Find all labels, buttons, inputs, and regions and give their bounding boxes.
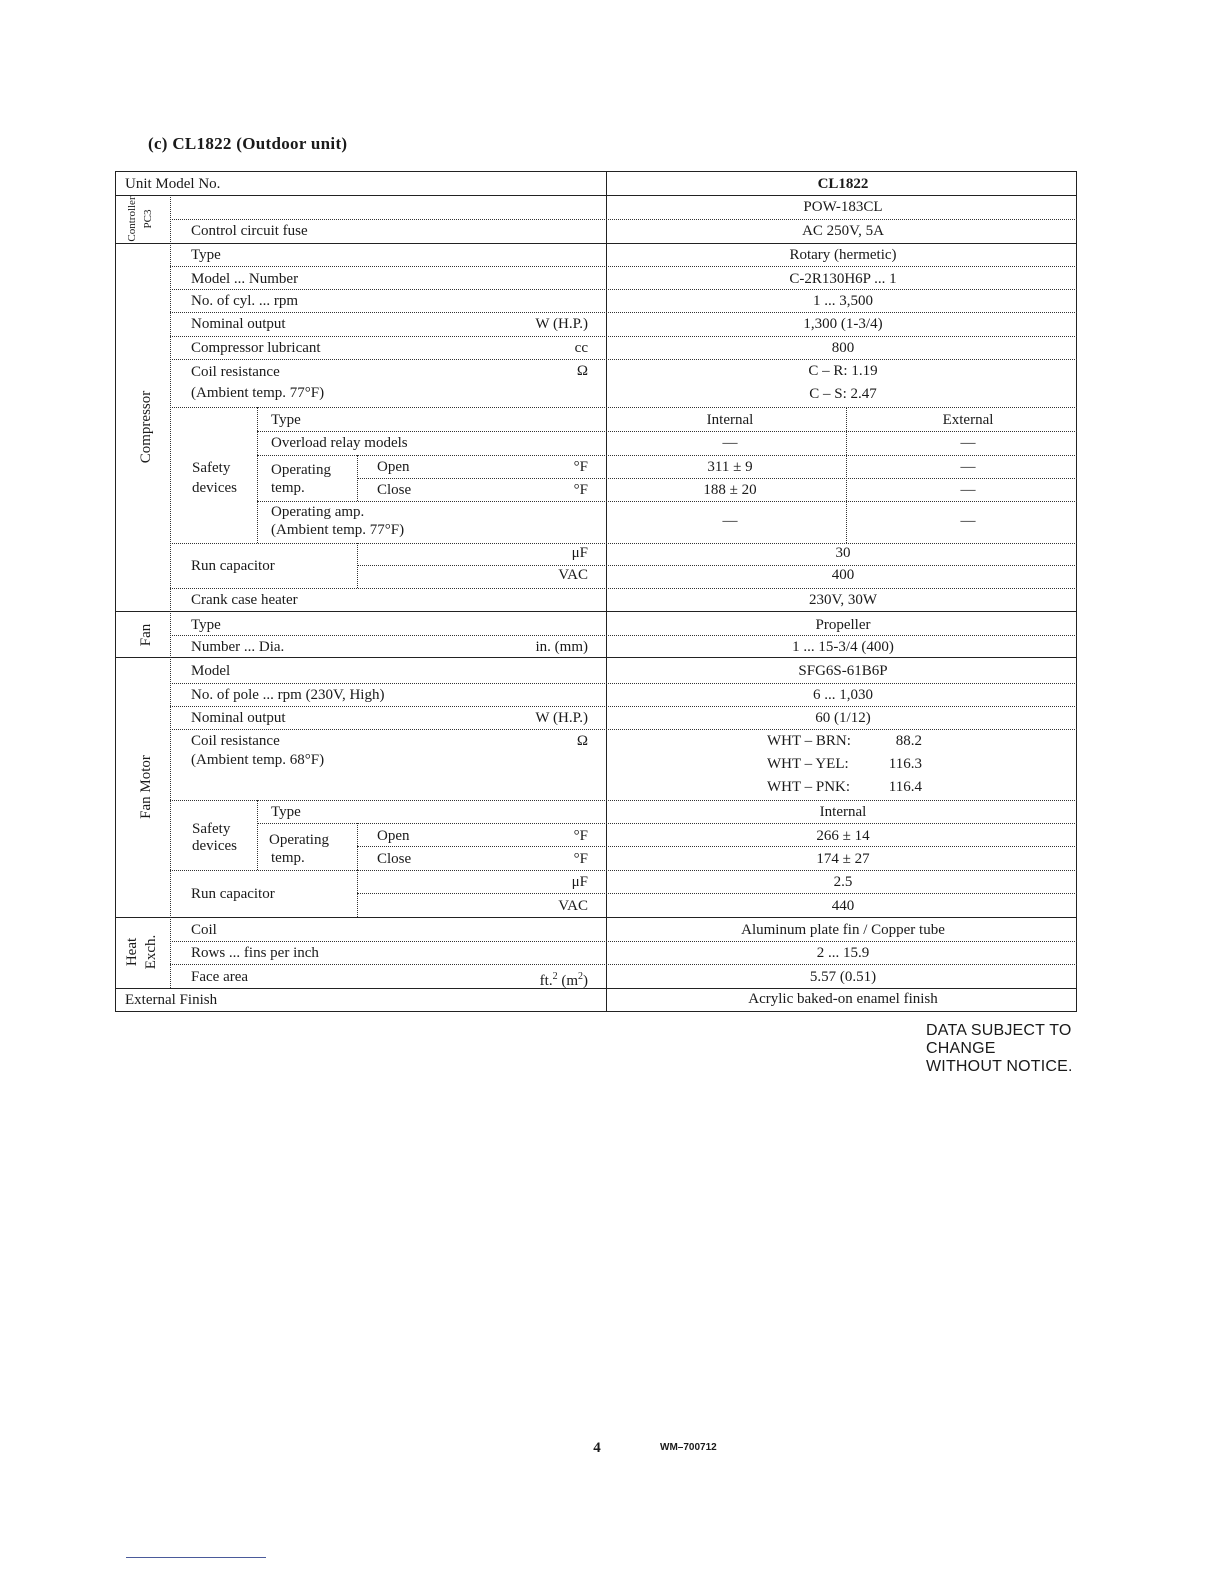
heat-exch-area-label: Face area [191,969,249,985]
group-controller-line1: Controller [126,196,138,242]
compressor-runcap-value-uf: 30 [835,545,851,561]
heat-exch-rows-value: 2 ... 15.9 [816,945,870,961]
footer-rule [126,1557,266,1558]
compressor-lube-value: 800 [831,340,855,356]
fan-number-value: 1 ... 15-3/4 (400) [792,639,894,655]
crank-heater-label: Crank case heater [191,592,298,608]
compressor-runcap-unit-vac: VAC [558,567,588,583]
fan-motor-optemp-label: Operating [269,832,329,848]
compressor-cyl-value: 1 ... 3,500 [813,293,873,309]
crank-heater-value: 230V, 30W [808,592,878,608]
fan-motor-model-value: SFG6S-61B6P [798,663,888,679]
page-number: 4 [593,1440,601,1456]
header-model: CL1822 [817,176,869,192]
notice-text: DATA SUBJECT TO CHANGE WITHOUT NOTICE. [926,1022,1073,1075]
fan-motor-open-unit: °F [573,828,588,844]
compressor-opamp-sub: (Ambient temp. 77°F) [271,522,405,538]
control-fuse-value: AC 250V, 5A [802,223,884,239]
compressor-coil-value-cr: C – R: 1.19 [808,363,878,379]
group-heat-exch-line1: Heat [124,937,140,967]
fan-motor-runcap-unit-vac: VAC [558,898,588,914]
fan-motor-coil-value: 116.4 [888,779,922,795]
compressor-lube-label: Compressor lubricant [191,340,321,356]
compressor-type-label: Type [191,247,221,263]
compressor-model-label: Model ... Number [191,271,299,287]
fan-motor-open-value: 266 ± 14 [816,828,870,844]
compressor-type-value: Rotary (hermetic) [789,247,897,263]
fan-motor-devices-label: devices [192,838,237,854]
compressor-safety-label: Safety [192,460,231,476]
fan-motor-coil-sub: (Ambient temp. 68°F) [191,752,325,768]
fan-motor-coil-label: Coil resistance [191,733,280,749]
fan-motor-model-label: Model [191,663,231,679]
compressor-optemp-label: Operating [271,462,331,478]
group-controller-line2: PC3 [142,209,154,229]
compressor-safety-type-label: Type [271,412,301,428]
compressor-cyl-label: No. of cyl. ... rpm [191,293,299,309]
compressor-runcap-label: Run capacitor [191,558,275,574]
compressor-opamp-ext: — [960,513,976,529]
fan-motor-coil-value: 88.2 [895,733,922,749]
compressor-coil-unit: Ω [576,363,588,379]
fan-motor-runcap-value-vac: 440 [831,898,855,914]
fan-motor-runcap-label: Run capacitor [191,886,275,902]
control-fuse-label: Control circuit fuse [191,223,308,239]
fan-motor-output-value: 60 (1/12) [815,710,871,726]
compressor-close-int: 188 ± 20 [703,482,757,498]
fan-motor-output-label: Nominal output [191,710,286,726]
fan-type-value: Propeller [815,617,871,633]
compressor-coil-value-cs: C – S: 2.47 [809,386,877,402]
fan-motor-coil-value: 116.3 [888,756,922,772]
compressor-open-ext: — [960,459,976,475]
compressor-coil-label: Coil resistance [191,364,280,380]
compressor-opamp-int: — [722,513,738,529]
compressor-lube-unit: cc [574,340,588,356]
compressor-close-ext: — [960,482,976,498]
document-id: WM–700712 [660,1442,717,1453]
fan-motor-optemp-label2: temp. [271,850,305,866]
fan-number-unit: in. (mm) [535,639,588,655]
fan-motor-close-unit: °F [573,851,588,867]
fan-motor-output-unit: W (H.P.) [535,710,588,726]
group-fan-motor: Fan Motor [138,755,154,819]
column-divider [606,171,607,1012]
finish-value: Acrylic baked-on enamel finish [748,991,938,1007]
fan-motor-safety-label: Safety [192,821,231,837]
heat-exch-area-unit: ft.$^2$ $(m^2)$ [539,971,588,989]
heat-exch-coil-value: Aluminum plate fin / Copper tube [741,922,945,938]
fan-motor-close-label: Close [377,851,412,867]
fan-type-label: Type [191,617,221,633]
group-compressor: Compressor [138,390,154,464]
page-heading: (c) CL1822 (Outdoor unit) [148,134,348,153]
fan-motor-pole-label: No. of pole ... rpm (230V, High) [191,687,385,703]
finish-label: External Finish [125,992,218,1008]
group-fan: Fan [138,623,154,647]
compressor-open-int: 311 ± 9 [707,459,753,475]
fan-motor-pole-value: 6 ... 1,030 [813,687,873,703]
compressor-coil-sub: (Ambient temp. 77°F) [191,385,325,401]
fan-motor-close-value: 174 ± 27 [816,851,870,867]
compressor-runcap-unit-uf: μF [571,545,588,561]
compressor-relay-label: Overload relay models [271,435,408,451]
controller-pcb-value: POW-183CL [803,199,883,215]
group-heat-exch-line2: Exch. [143,934,159,970]
compressor-model-value: C-2R130H6P ... 1 [789,271,897,287]
compressor-opamp-label: Operating amp. [271,504,365,520]
fan-motor-runcap-value-uf: 2.5 [833,874,853,890]
compressor-relay-ext: — [960,435,976,451]
fan-motor-runcap-unit-uf: μF [571,874,588,890]
fan-motor-safety-type-value: Internal [819,804,867,820]
compressor-runcap-value-vac: 400 [831,567,855,583]
heat-exch-rows-label: Rows ... fins per inch [191,945,319,961]
fan-motor-open-label: Open [377,828,410,844]
header-label: Unit Model No. [125,176,221,192]
compressor-close-label: Close [377,482,412,498]
compressor-safety-internal: Internal [706,412,754,428]
compressor-output-unit: W (H.P.) [535,316,588,332]
compressor-close-unit: °F [573,482,588,498]
fan-motor-coil-pair: WHT – PNK: [767,779,851,795]
fan-motor-coil-pair: WHT – BRN: [767,733,851,749]
compressor-relay-int: — [722,435,738,451]
compressor-open-label: Open [377,459,410,475]
compressor-output-value: 1,300 (1-3/4) [803,316,883,332]
fan-motor-coil-pair: WHT – YEL: [767,756,849,772]
fan-motor-coil-unit: Ω [576,733,588,749]
compressor-optemp-label2: temp. [271,480,305,496]
compressor-output-label: Nominal output [191,316,286,332]
heat-exch-coil-label: Coil [191,922,217,938]
fan-motor-safety-type-label: Type [271,804,301,820]
compressor-safety-external: External [942,412,994,428]
compressor-open-unit: °F [573,459,588,475]
compressor-devices-label: devices [192,480,237,496]
fan-number-label: Number ... Dia. [191,639,285,655]
heat-exch-area-value: 5.57 (0.51) [809,969,877,985]
